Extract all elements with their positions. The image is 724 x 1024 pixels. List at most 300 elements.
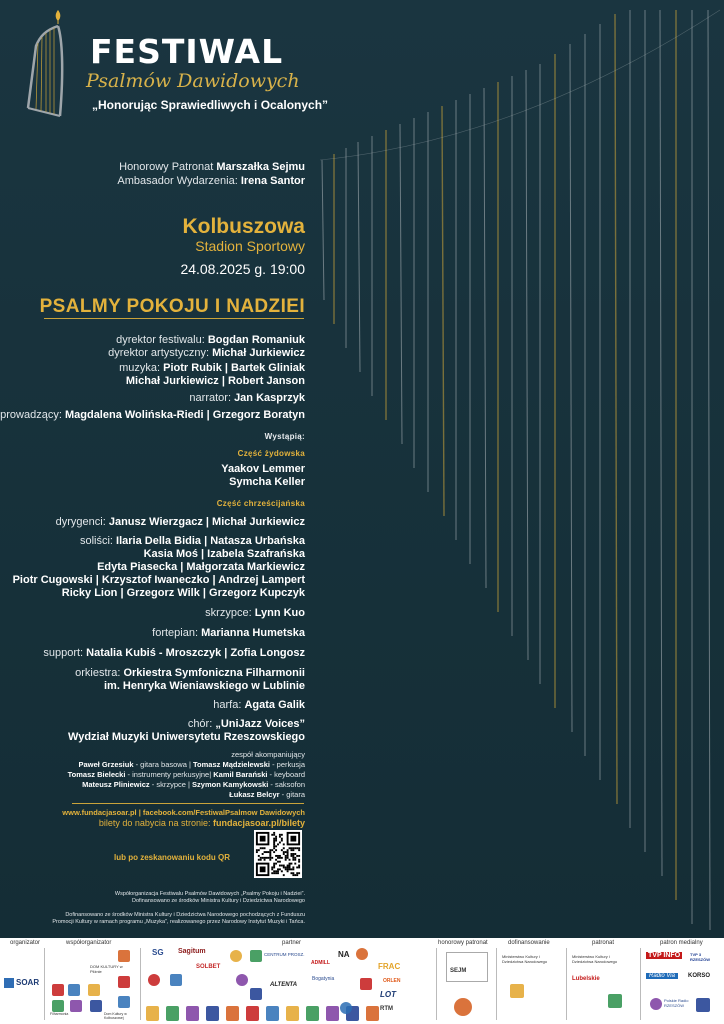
qr-module xyxy=(277,855,279,857)
qr-module xyxy=(283,843,285,845)
sejm-logo: SEJM xyxy=(450,968,467,974)
role-label: dyrektor artystyczny: xyxy=(108,347,213,359)
soloists-line-2 xyxy=(144,548,305,562)
qr-module xyxy=(290,853,292,855)
qr-module xyxy=(298,847,300,849)
instrument: - gitara xyxy=(279,790,305,799)
qr-module xyxy=(292,859,294,861)
qr-module xyxy=(262,847,264,849)
sponsor-logo-icon xyxy=(170,974,182,986)
qr-module xyxy=(273,834,275,836)
qr-module xyxy=(283,874,285,876)
qr-module xyxy=(296,874,298,876)
qr-module xyxy=(287,868,289,870)
role-label: orkiestra: xyxy=(75,667,124,679)
qr-module xyxy=(269,853,271,855)
sponsor-logo-icon xyxy=(52,1000,64,1012)
qr-module xyxy=(294,847,296,849)
person-name: Ilaria Della Bidia | Natasza Urbańska xyxy=(116,535,305,547)
category-media-patron: patron medialny xyxy=(660,940,703,946)
sponsor-logo-icon xyxy=(230,950,242,962)
sponsor-logo-icon xyxy=(356,948,368,960)
qr-module xyxy=(273,863,275,865)
qr-module xyxy=(296,855,298,857)
sponsor-logo-icon xyxy=(366,1006,379,1021)
logo-text: SOAR xyxy=(16,978,40,988)
bogatynia-logo: Bogatynia xyxy=(312,976,335,982)
festival-motto: „Honorując Sprawiedliwych i Ocalonych” xyxy=(92,98,329,112)
violin-credit xyxy=(205,607,305,621)
harp-string xyxy=(526,70,528,660)
person-name: Agata Galik xyxy=(244,699,305,711)
divider xyxy=(436,948,437,1020)
role-label: narrator: xyxy=(189,392,235,404)
sejm-emblem-icon xyxy=(446,952,488,982)
festival-logo xyxy=(86,32,300,92)
harp-string xyxy=(322,160,324,300)
footnote-line: Współorganizacja Festiwalu Psalmów Dawidowych „Psalmy Pokoju i Nadziei”. xyxy=(114,891,305,897)
sponsor-logo-icon xyxy=(246,1006,259,1021)
sponsor-logo-icon xyxy=(608,994,622,1008)
qr-module xyxy=(275,859,277,861)
jewish-singer-2 xyxy=(229,476,305,490)
qr-code-icon[interactable] xyxy=(254,830,302,878)
qr-module xyxy=(271,849,273,851)
qr-module xyxy=(290,863,292,865)
tickets-link[interactable]: fundacjasoar.pl/bilety xyxy=(212,818,305,828)
qr-module xyxy=(283,853,285,855)
festival-subtitle: Psalmów Dawidowych xyxy=(86,70,300,92)
qr-module xyxy=(275,863,277,865)
qr-module xyxy=(289,859,291,861)
qr-module xyxy=(287,855,289,857)
qr-module xyxy=(294,863,296,865)
qr-module xyxy=(275,845,277,847)
sponsor-logo-icon xyxy=(166,1006,179,1021)
qr-module xyxy=(262,853,264,855)
qr-module xyxy=(292,872,294,874)
funding-note xyxy=(52,912,305,926)
qr-module xyxy=(281,840,283,842)
divider xyxy=(566,948,567,1020)
qr-module xyxy=(275,870,277,872)
event-datetime: 24.08.2025 g. 19:00 xyxy=(180,261,305,277)
divider xyxy=(44,948,45,1020)
sponsor-logo-icon xyxy=(68,984,80,996)
qr-module xyxy=(287,866,289,868)
sponsor-strip xyxy=(0,938,724,1024)
qr-module xyxy=(296,872,298,874)
harp-string xyxy=(570,44,572,732)
qr-module xyxy=(279,836,281,838)
musician-name: Mateusz Pliniewicz xyxy=(82,780,150,789)
role-label: dyrygenci: xyxy=(55,516,109,528)
qr-module xyxy=(267,857,269,859)
qr-module xyxy=(298,849,300,851)
qr-module xyxy=(273,872,275,874)
qr-module xyxy=(292,868,294,870)
qr-module xyxy=(273,840,275,842)
person-name: Marianna Humetska xyxy=(201,627,305,639)
instrument: - instrumenty perkusyjne| xyxy=(125,770,214,779)
qr-module xyxy=(273,865,275,867)
qr-module xyxy=(277,843,279,845)
qr-module xyxy=(273,842,275,844)
qr-module xyxy=(298,865,300,867)
qr-module xyxy=(262,857,264,859)
qr-module xyxy=(279,868,281,870)
christian-part-heading: Część chrześcijańska xyxy=(216,499,305,508)
qr-module xyxy=(296,847,298,849)
qr-module xyxy=(264,851,266,853)
sponsor-logo-icon xyxy=(250,988,262,1000)
musician-name: Tomasz Mądzielewski xyxy=(193,760,270,769)
qr-module xyxy=(289,865,291,867)
qr-module xyxy=(285,868,287,870)
qr-module xyxy=(279,842,281,844)
qr-module xyxy=(285,866,287,868)
role-label: harfa: xyxy=(213,699,245,711)
orchestra-name: im. Henryka Wieniawskiego w Lublinie xyxy=(103,680,305,692)
musician-name: Łukasz Belcyr xyxy=(229,790,280,799)
role-label: fortepian: xyxy=(152,627,202,639)
qr-module xyxy=(287,857,289,859)
qr-module xyxy=(266,851,268,853)
choir-name: „UniJazz Voices” xyxy=(215,718,305,730)
dom-kultury-kolbuszowa-logo: Dom Kultury w Kolbuszowej xyxy=(104,1012,127,1020)
qr-module xyxy=(298,866,300,868)
qr-module xyxy=(289,868,291,870)
festival-director xyxy=(116,334,305,348)
qr-module xyxy=(273,838,275,840)
hosts xyxy=(0,409,305,423)
qr-module xyxy=(285,859,287,861)
sponsor-logo-icon xyxy=(360,978,372,990)
soar-icon xyxy=(4,978,14,988)
qr-module xyxy=(271,857,273,859)
qr-module xyxy=(269,857,271,859)
qr-module xyxy=(279,855,281,857)
sponsor-logo-icon xyxy=(236,974,248,986)
qr-module xyxy=(279,834,281,836)
qr-module xyxy=(277,857,279,859)
sponsor-logo-icon xyxy=(118,996,130,1008)
event-ambassador xyxy=(117,175,305,189)
concert-title: PSALMY POKOJU I NADZIEI xyxy=(39,296,305,317)
soloists-line-5 xyxy=(62,587,305,601)
qr-module xyxy=(283,866,285,868)
category-funding: dofinansowanie xyxy=(508,940,550,946)
qr-module xyxy=(294,857,296,859)
qr-module xyxy=(296,866,298,868)
sponsor-logo-icon xyxy=(510,984,524,998)
harp-string xyxy=(660,10,662,876)
qr-module xyxy=(273,832,275,834)
sponsor-logo-icon xyxy=(88,984,100,996)
band-line-3 xyxy=(82,780,305,790)
qr-prompt: lub po zeskanowaniu kodu QR xyxy=(114,853,231,862)
qr-module xyxy=(287,865,289,867)
event-venue: Stadion Sportowy xyxy=(195,238,305,254)
qr-module xyxy=(287,851,289,853)
qr-module xyxy=(279,861,281,863)
qr-module xyxy=(292,874,294,876)
qr-module xyxy=(273,845,275,847)
qr-module xyxy=(271,868,273,870)
tickets-label: bilety do nabycia na stronie: xyxy=(98,818,213,828)
orlen-logo: ORLEN xyxy=(383,978,401,984)
instrument: - saksofon xyxy=(268,780,305,789)
qr-module xyxy=(294,859,296,861)
musician-name: Tomasz Bielecki xyxy=(67,770,126,779)
rtm-logo: RTM xyxy=(380,1006,393,1012)
qr-module xyxy=(269,849,271,851)
harp-string xyxy=(484,88,486,588)
role-label: muzyka: xyxy=(119,362,164,374)
ambassador-name: Irena Santor xyxy=(240,175,305,187)
qr-module xyxy=(289,863,291,865)
altenta-logo: ALTENTA xyxy=(270,982,298,988)
patronage-label: Honorowy Patronat xyxy=(119,161,217,173)
qr-module xyxy=(264,847,266,849)
musician-name: Paweł Grzesiuk xyxy=(78,760,134,769)
qr-module xyxy=(281,834,283,836)
qr-module xyxy=(279,857,281,859)
qr-module xyxy=(289,866,291,868)
role-label: support: xyxy=(43,647,87,659)
qr-module xyxy=(275,872,277,874)
music-credit-line2 xyxy=(126,375,305,389)
performers-heading: Wystąpią: xyxy=(264,432,305,441)
admill-logo: ADMILL xyxy=(311,960,330,966)
qr-finder xyxy=(290,836,296,842)
soar-logo xyxy=(4,978,39,988)
qr-module xyxy=(260,847,262,849)
band-line-2 xyxy=(68,770,305,780)
person-name: Michał Jurkiewicz | Robert Janson xyxy=(125,375,305,387)
qr-module xyxy=(290,849,292,851)
qr-module xyxy=(292,855,294,857)
jewish-singer-1 xyxy=(221,463,305,477)
choir-credit-line2 xyxy=(68,731,305,745)
honorary-patronage xyxy=(119,161,305,175)
sponsor-logo-icon xyxy=(52,984,64,996)
qr-module xyxy=(271,834,273,836)
divider xyxy=(140,948,141,1020)
qr-module xyxy=(283,865,285,867)
sponsor-logo-icon xyxy=(650,998,662,1010)
qr-module xyxy=(256,849,258,851)
qr-module xyxy=(298,859,300,861)
qr-module xyxy=(287,849,289,851)
harp-string xyxy=(358,142,360,372)
role-label: skrzypce: xyxy=(205,607,255,619)
qr-module xyxy=(258,849,260,851)
qr-module xyxy=(279,865,281,867)
sponsor-logo-icon xyxy=(146,1006,159,1021)
na-logo: NA xyxy=(338,950,350,959)
qr-module xyxy=(269,851,271,853)
qr-module xyxy=(275,840,277,842)
lot-logo: LOT xyxy=(380,990,396,999)
qr-module xyxy=(258,855,260,857)
qr-finder xyxy=(260,866,266,872)
footnote-line: Promocji Kultury w ramach programu „Muzyka”, realizowanego przez Narodowy Instytut Muzyki i Tańca. xyxy=(52,919,305,925)
sponsor-logo-icon xyxy=(118,950,130,962)
qr-module xyxy=(273,847,275,849)
choir-name: Wydział Muzyki Uniwersytetu Rzeszowskiego xyxy=(68,731,305,743)
sponsor-logo-icon xyxy=(70,1000,82,1012)
category-partner: partner xyxy=(282,940,302,946)
qr-module xyxy=(292,849,294,851)
qr-module xyxy=(294,853,296,855)
choir-credit xyxy=(188,718,305,732)
qr-module xyxy=(260,859,262,861)
qr-module xyxy=(273,870,275,872)
orchestra-credit-line2 xyxy=(104,680,305,694)
qr-module xyxy=(290,868,292,870)
frac-logo: FRAC xyxy=(378,962,401,971)
role-label: prowadzący: xyxy=(0,409,65,421)
radio-via-logo: Radio Via xyxy=(646,973,678,979)
role-label: dyrektor festiwalu: xyxy=(116,334,208,346)
soloists-line-3 xyxy=(97,561,305,575)
person-name: Piotr Cugowski | Krzysztof Iwaneczko | Andrzej Lampert xyxy=(12,574,305,586)
sponsor-logo-icon xyxy=(206,1006,219,1021)
support-credit xyxy=(43,647,305,661)
sponsor-logo-icon xyxy=(90,1000,102,1012)
sponsor-logo-icon xyxy=(186,1006,199,1021)
qr-module xyxy=(275,855,277,857)
musician-name: Kamil Barański xyxy=(213,770,268,779)
qr-module xyxy=(292,853,294,855)
ambassador-label: Ambasador Wydarzenia: xyxy=(117,175,241,187)
tickets-info xyxy=(99,818,305,828)
festival-title: FESTIWAL xyxy=(90,32,284,71)
qr-module xyxy=(287,870,289,872)
person-name: Michał Jurkiewicz xyxy=(212,347,305,359)
music-credit xyxy=(119,362,305,376)
ministry-culture-patronage-logo: Ministerstwo Kultury i Dziedzictwa Narodowego xyxy=(572,954,618,964)
harp-string xyxy=(442,106,444,516)
instrument: - keyboard xyxy=(267,770,305,779)
sponsor-logo-icon xyxy=(148,974,160,986)
qr-module xyxy=(281,857,283,859)
qr-module xyxy=(266,857,268,859)
tvp-info-logo: TVP INFO xyxy=(648,952,681,959)
qr-module xyxy=(271,872,273,874)
sponsor-logo-icon xyxy=(454,998,472,1016)
person-name: Kasia Moś | Izabela Szafrańska xyxy=(143,548,305,560)
narrator xyxy=(189,392,305,406)
qr-module xyxy=(273,866,275,868)
role-label: soliści: xyxy=(79,535,117,547)
qr-module xyxy=(292,866,294,868)
ministry-culture-logo: Ministerstwo Kultury i Dziedzictwa Narodowego xyxy=(502,954,548,964)
band-line-4 xyxy=(229,790,305,800)
person-name: Yaakov Lemmer xyxy=(221,463,305,475)
role-label: chór: xyxy=(187,718,216,730)
qr-module xyxy=(292,847,294,849)
qr-module xyxy=(275,836,277,838)
sg-logo: SG xyxy=(152,948,164,957)
qr-module xyxy=(271,866,273,868)
qr-module xyxy=(281,838,283,840)
soloists-line-4 xyxy=(13,574,305,588)
category-organizer: organizator xyxy=(10,940,41,946)
qr-module xyxy=(283,851,285,853)
filharmonia-logo: Filharmonia xyxy=(50,1012,69,1016)
artistic-director xyxy=(108,347,305,361)
qr-module xyxy=(287,853,289,855)
patronage-name: Marszałka Sejmu xyxy=(216,161,305,173)
footnote-line: Dofinansowano ze środków Ministra Kultury i Dziedzictwa Narodowego xyxy=(131,898,305,904)
person-name: Piotr Rubik | Bartek Gliniak xyxy=(163,362,305,374)
qr-module xyxy=(290,847,292,849)
sponsor-logo-icon xyxy=(326,1006,339,1021)
qr-finder xyxy=(260,836,266,842)
qr-module xyxy=(294,874,296,876)
harp-logo-icon xyxy=(18,8,78,120)
sponsor-logo-icon xyxy=(696,998,710,1012)
qr-module xyxy=(298,855,300,857)
qr-module xyxy=(277,872,279,874)
category-coorganizer: współorganizator xyxy=(66,940,112,946)
person-name: Lynn Kuo xyxy=(254,607,305,619)
qr-module xyxy=(277,861,279,863)
orchestra-name: Orkiestra Symfoniczna Filharmonii xyxy=(123,667,305,679)
qr-module xyxy=(281,870,283,872)
korso-logo: KORSO xyxy=(688,973,711,979)
qr-module xyxy=(285,857,287,859)
qr-module xyxy=(277,870,279,872)
qr-module xyxy=(281,849,283,851)
qr-module xyxy=(260,857,262,859)
qr-module xyxy=(256,851,258,853)
footnote-line: Dofinansowano ze środków Ministra Kultury i Dziedzictwa Narodowego pochodzących z Funduszu xyxy=(65,912,305,918)
qr-module xyxy=(298,872,300,874)
sponsor-logo-icon xyxy=(340,1002,352,1014)
sponsor-logo-icon xyxy=(306,1006,319,1021)
harp-string xyxy=(615,14,617,804)
qr-module xyxy=(273,851,275,853)
instrument: - gitara basowa | xyxy=(133,760,193,769)
centrum-logo: CENTRUM PROSZ. xyxy=(264,952,305,957)
dom-kultury-pilzno-logo: DOM KULTURY w Pilźnie xyxy=(90,964,123,974)
qr-module xyxy=(275,838,277,840)
qr-module xyxy=(273,843,275,845)
harp-string xyxy=(708,10,710,930)
band-underline xyxy=(72,803,304,804)
divider xyxy=(640,948,641,1020)
qr-module xyxy=(269,859,271,861)
divider xyxy=(496,948,497,1020)
person-name: Natalia Kubiś - Mroszczyk | Zofia Longosz xyxy=(86,647,305,659)
harp-string xyxy=(400,124,402,444)
musician-name: Szymon Kamykowski xyxy=(192,780,269,789)
website-links[interactable]: www.fundacjasoar.pl | facebook.com/FestiwalPsalmow Dawidowych xyxy=(62,808,305,817)
event-city: Kolbuszowa xyxy=(182,215,305,238)
person-name: Magdalena Wolińska-Riedi | Grzegorz Boratyn xyxy=(64,409,305,421)
qr-module xyxy=(258,859,260,861)
qr-module xyxy=(292,857,294,859)
category-patronage: patronat xyxy=(592,940,615,946)
conductors xyxy=(56,516,305,530)
sponsor-logo-icon xyxy=(286,1006,299,1021)
person-name: Ricky Lion | Grzegorz Wilk | Grzegorz Kupczyk xyxy=(61,587,305,599)
instrument: - perkusja xyxy=(269,760,305,769)
orchestra-credit xyxy=(75,667,305,681)
